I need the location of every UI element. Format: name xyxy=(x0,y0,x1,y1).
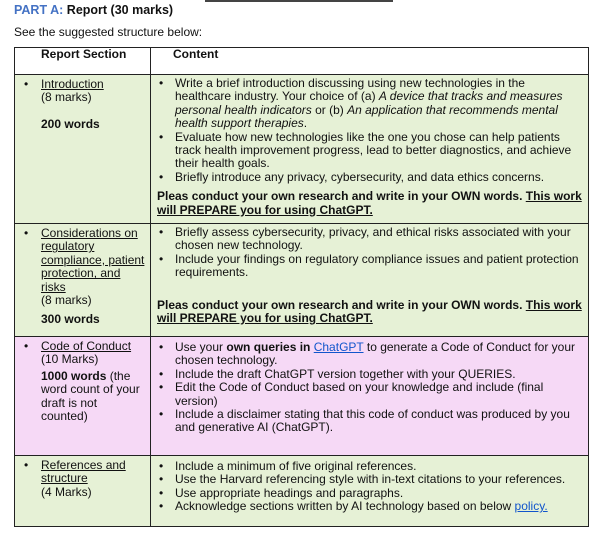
col-header-content: Content xyxy=(151,48,589,75)
section-cell xyxy=(15,337,151,456)
table-header-row xyxy=(15,48,589,75)
research-note: Pleas conduct your own research and write in your OWN words. This work will PREPARE you for using ChatGPT. xyxy=(157,297,582,326)
bullet-icon: • xyxy=(159,340,164,354)
list-item: • Use appropriate headings and paragraphs. xyxy=(159,485,404,500)
bullet-icon: • xyxy=(24,458,29,472)
section-marks: (8 marks) xyxy=(41,293,92,308)
bullet-icon: • xyxy=(159,366,164,381)
part-label: PART A: xyxy=(14,3,64,17)
section-marks: (10 Marks) xyxy=(41,352,99,367)
section-cell xyxy=(15,224,151,337)
part-title: Report (30 marks) xyxy=(63,3,174,17)
table-row-code-of-conduct xyxy=(15,337,589,456)
word-count: 300 words xyxy=(41,312,100,327)
section-name: Considerations on regulatory compliance, patient protection, and risks xyxy=(41,226,145,294)
bullet-icon: • xyxy=(159,251,164,266)
chatgpt-link[interactable]: ChatGPT xyxy=(313,340,364,354)
bullet-icon: • xyxy=(159,459,164,473)
bullet-icon: • xyxy=(24,339,29,353)
list-item: • Acknowledge sections written by AI technology based on below policy. xyxy=(159,499,548,514)
bullet-icon: • xyxy=(159,76,164,90)
section-marks: (8 marks) xyxy=(41,90,92,105)
list-item: • Evaluate how new technologies like the one you chose can help patients track health improvement progress, lead to better diagnostics, and achieve their health goals. xyxy=(159,129,572,171)
word-count: 1000 words (the word count of your draft is not counted) xyxy=(41,368,140,424)
list-item: • Include a minimum of five original references. xyxy=(159,459,417,473)
section-name: References and structure xyxy=(41,458,126,486)
bullet-icon: • xyxy=(24,226,29,240)
research-note: Pleas conduct your own research and write in your OWN words. This work will PREPARE you for using ChatGPT. xyxy=(157,189,582,217)
top-rule xyxy=(205,0,393,2)
section-cell xyxy=(15,456,151,527)
bullet-icon: • xyxy=(159,499,164,514)
list-item: • Include a disclaimer stating that this code of conduct was produced by you and generative AI (ChatGPT). xyxy=(159,407,570,435)
section-cell xyxy=(15,75,151,224)
list-item: • Include your findings on regulatory compliance issues and patient protection requirements. xyxy=(159,251,579,280)
list-item: • Use the Harvard referencing style with in-text citations to your references. xyxy=(159,472,566,487)
col-header-report-section: Report Section xyxy=(15,48,151,75)
bullet-icon: • xyxy=(24,77,29,91)
table-row-references xyxy=(15,456,589,527)
bullet-icon: • xyxy=(159,129,164,144)
bullet-icon: • xyxy=(159,380,164,395)
list-item: • Briefly introduce any privacy, cybersecurity, and data ethics concerns. xyxy=(159,169,545,184)
list-item: • Include the draft ChatGPT version together with your QUERIES. xyxy=(159,366,516,381)
section-name: Code of Conduct xyxy=(41,339,132,353)
section-marks: (4 Marks) xyxy=(41,484,92,499)
list-item: • Edit the Code of Conduct based on your knowledge and include (final version) xyxy=(159,380,544,408)
bullet-icon: • xyxy=(159,485,164,500)
policy-link[interactable]: policy. xyxy=(514,499,548,514)
list-item: • Write a brief introduction discussing using new technologies in the healthcare industry. Your choice of (a) A device that tracks and measures personal health indicators or (b) An application that recommends mental health support therapies. xyxy=(159,76,563,131)
report-structure-table xyxy=(14,47,589,527)
content-cell xyxy=(151,75,589,224)
content-cell xyxy=(151,224,589,337)
content-cell xyxy=(151,456,589,527)
intro-text: See the suggested structure below: xyxy=(14,25,203,39)
content-cell xyxy=(151,337,589,456)
bullet-icon: • xyxy=(159,472,164,487)
section-name: Introduction xyxy=(41,77,104,91)
bullet-icon: • xyxy=(159,407,164,422)
part-heading xyxy=(14,4,173,17)
table-row-considerations xyxy=(15,224,589,337)
table-row-introduction xyxy=(15,75,589,224)
list-item: • Briefly assess cybersecurity, privacy, and ethical risks associated with your chosen new technology. xyxy=(159,225,571,253)
list-item: • Use your own queries in ChatGPT to generate a Code of Conduct for your chosen technology. xyxy=(159,340,575,368)
bullet-icon: • xyxy=(159,169,164,184)
word-count: 200 words xyxy=(41,116,100,131)
bullet-icon: • xyxy=(159,225,164,239)
